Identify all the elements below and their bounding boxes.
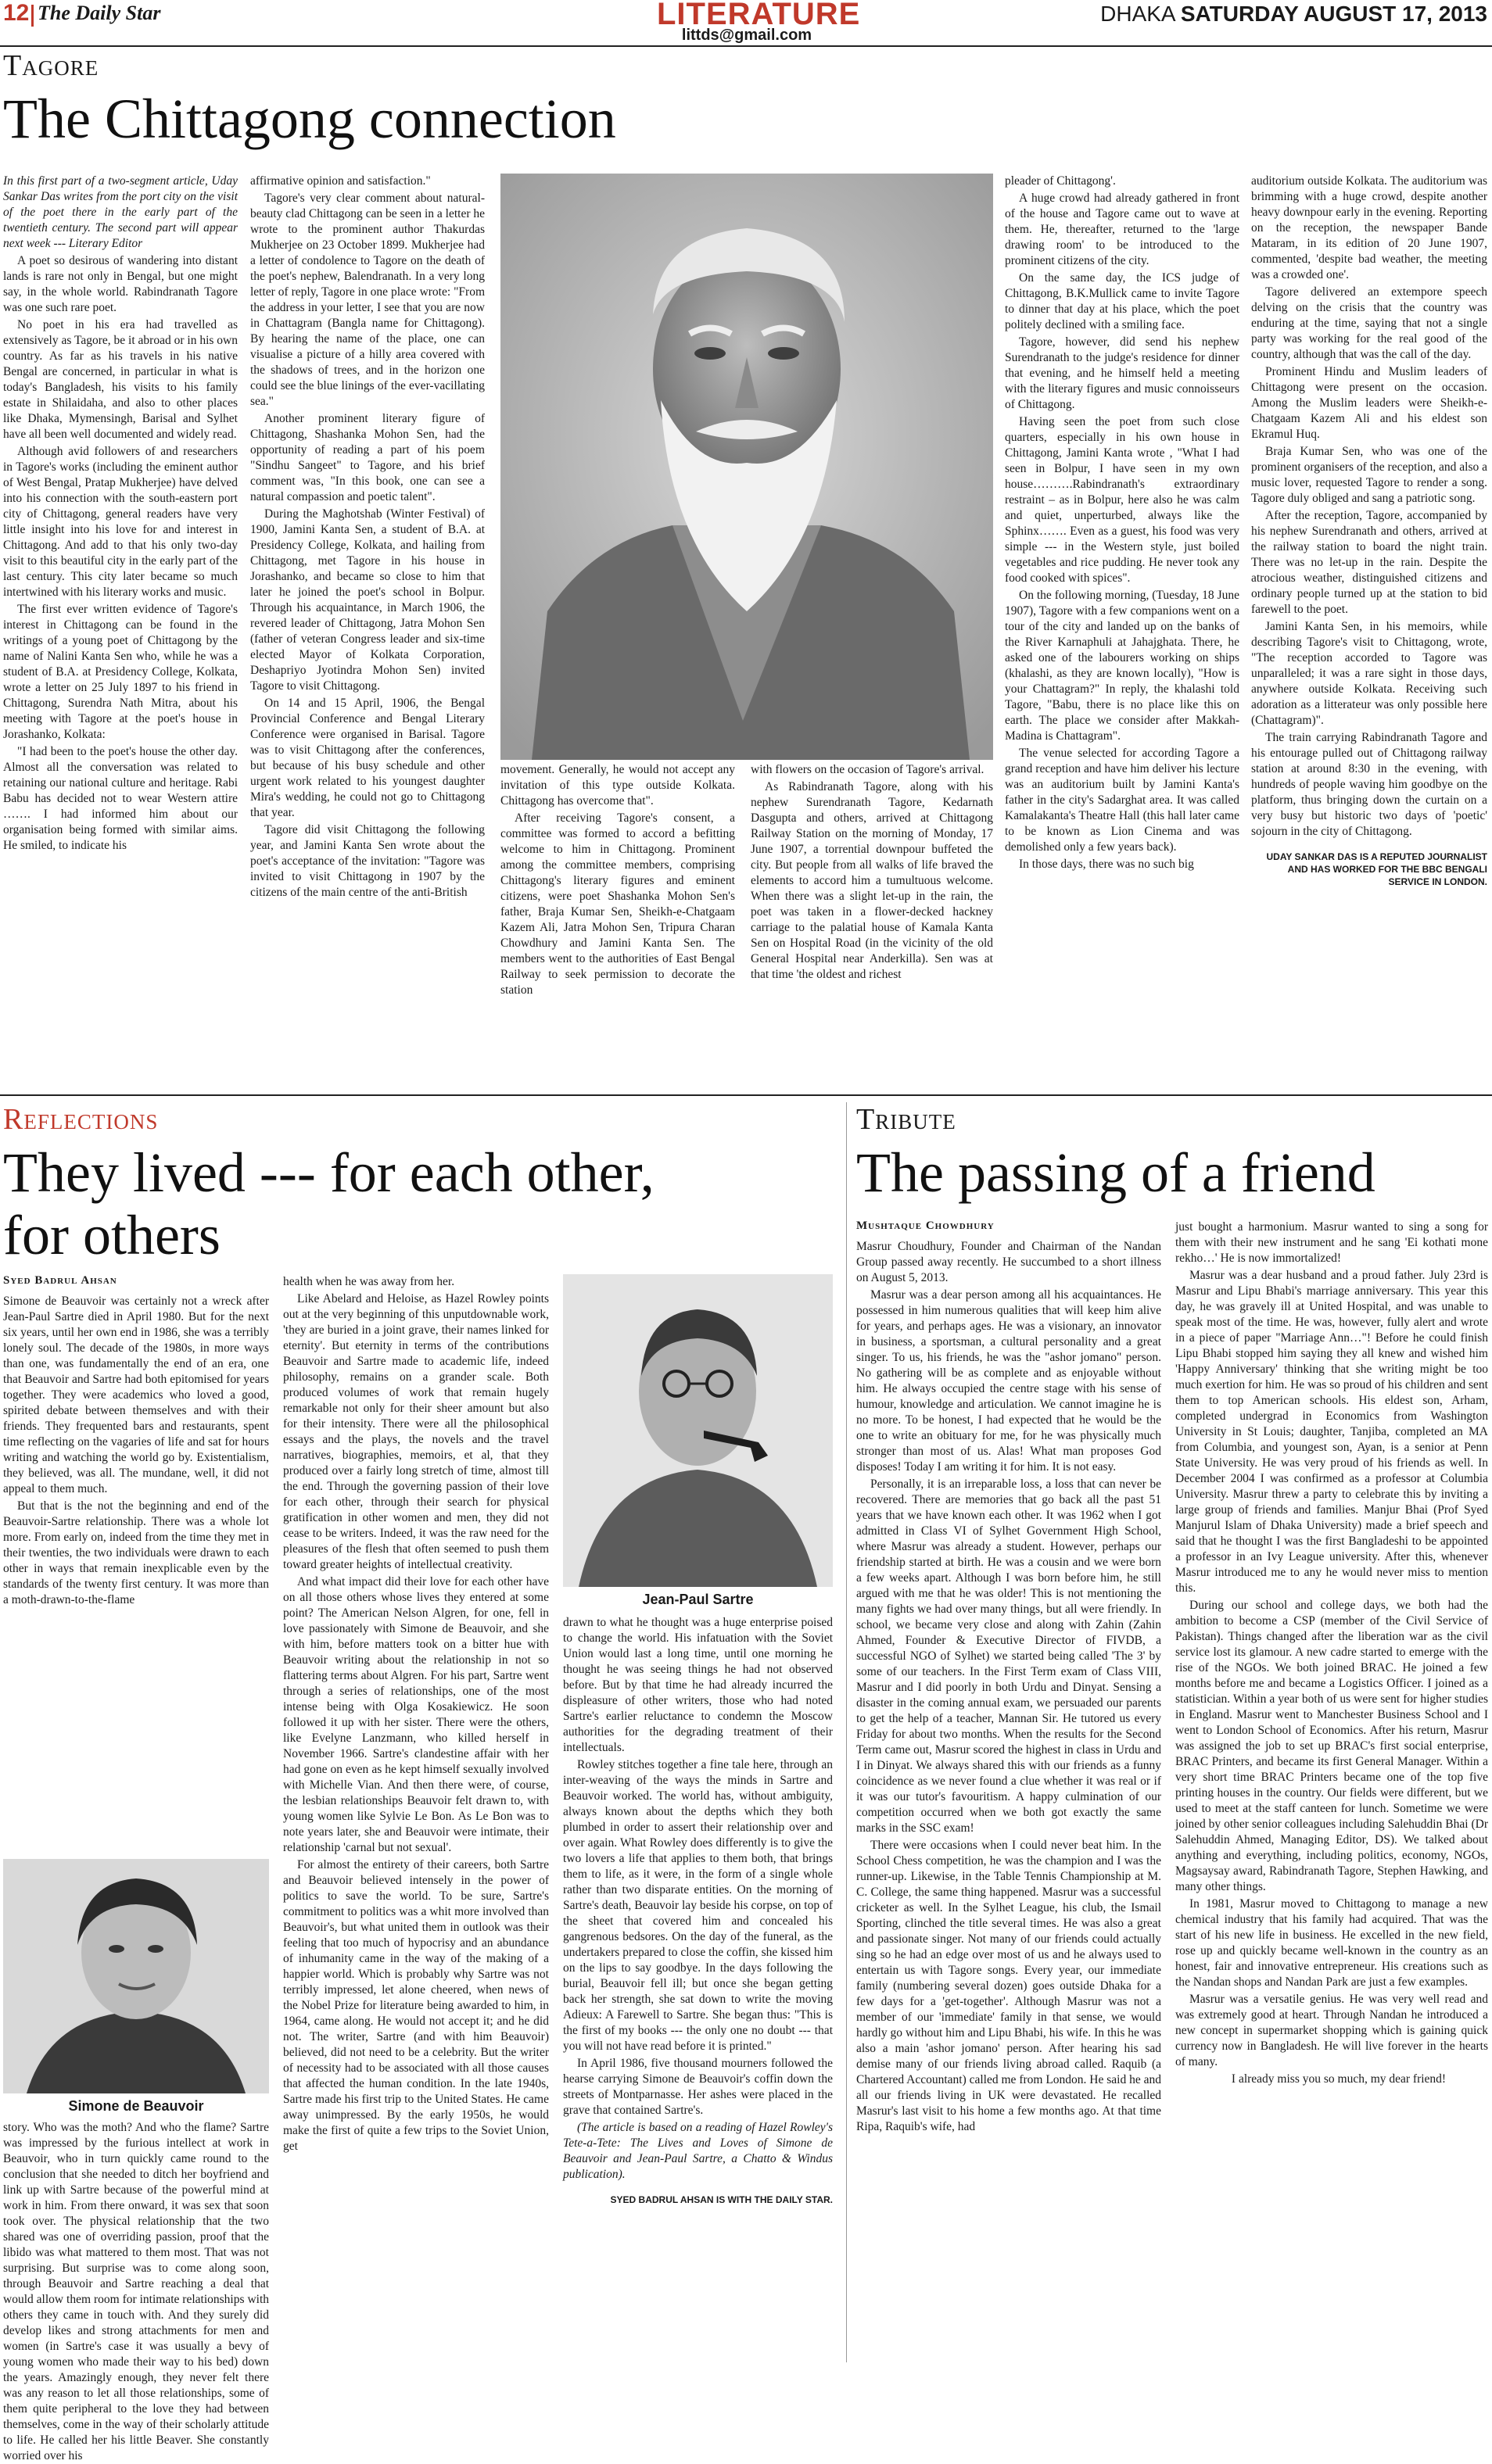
reflections-headline — [3, 1141, 832, 1266]
tagore-portrait-icon — [500, 174, 993, 760]
tagore-intro: In this first part of a two-segment article, Uday Sankar Das writes from the port city on the visit of the poet there in the early part of the twentieth century. The second part will appear next week --- Literary Editor — [3, 174, 238, 250]
paragraph: Tagore's very clear comment about natural-beauty clad Chittagong can be seen in a letter he wrote to the prominent author Thakurdas Mukherjee on 23 October 1899. Mukherjee had a letter of condolence to Tagore on the death of the poet's nephew, Balendranath. In a very long letter of reply, Tagore in one place wrote: "From the address in your letter, I see that you are now in Chattagram (Bangla name for Chittagong). By hearing the name of the place, one can visualise a picture of a hilly area covered with the shadows of trees, and in the horizon one could see the blue linings of the ever-vacillating sea." — [250, 192, 485, 408]
paragraph: Masrur Choudhury, Founder and Chairman of the Nandan Group passed away recently. He succumbed to a short illness on August 5, 2013. — [856, 1240, 1161, 1284]
paragraph: Like Abelard and Heloise, as Hazel Rowley points out at the very beginning of this unputdownable work, 'they are buried in a joint grave, their names linked for eternity'. But eternity in terms of the contributions Beauvoir and Sartre made to academic life, indeed philosophy, remains on a grander scale. Both produced volumes of work that remain hugely remarkable not only for their sheer amount but also for their intensity. There were all the philosophical essays and the plays, the novels and the travel narratives, biographies, memoirs, et al, that they produced over a fairly long stretch of time, almost till the end. Through the governing passion of their love for each other, through their search for physical gratification in other women and men, they did not cease to be writers. Indeed, it was the raw need for the pleasures of the flesh that often seemed to push them toward greater heights of intellectual creativity. — [283, 1292, 549, 1571]
paragraph: After the reception, Tagore, accompanied by his nephew Surendranath and others, arrived at the railway station to board the night train. There was no let-up in the rain. Despite the atrocious weather, distinguished citizens and ordinary people turned up at the station to bid farewell to the poet. — [1251, 509, 1487, 616]
paragraph: During the Maghotshab (Winter Festival) of 1900, Jamini Kanta Sen, a student of B.A. at Presidency College, Kolkata, and hailing from Chittagong, met Tagore in his house in Jorashanko, and became so close to him that later he joined the poet's school in Bolpur. Through his acquaintance, in March 1906, the revered leader of Chittagong, Jatra Mohon Sen (father of veteran Congress leader and six-time elected Mayor of Kolkata Corporation, Deshapriyo Jyotindra Mohon Sen) invited Tagore to visit Chittagong. — [250, 507, 485, 693]
headline-line: for others — [3, 1204, 221, 1266]
paragraph: And what impact did their love for each other have on all those others whose lives they entered at some point? The American Nelson Algren, for one, fell in love passionately with Simone de Beauvoir, and she with him, before matters took on a bitter hue with Beauvoir writing about the relationship in not so flattering terms about Algren. For his part, Sartre went through a series of relationships, one of the most intense being with Olga Kosakiewicz. He soon followed it up with her sister. There were the others, like Evelyne Lanzmann, who killed herself in November 1966. Sartre's clandestine affair with her had gone on even as he kept himself sexually involved with Michelle Vian. And then there were, of course, the lesbian relationships Beauvoir felt drawn to, with young women like Sylvie Le Bon. As Le Bon was to note years later, she and Beauvoir were intimate, their relationship 'carnal but not sexual'. — [283, 1575, 549, 1854]
column-divider — [846, 1102, 847, 2362]
reflections-byline: Syed Badrul Ahsan — [3, 1274, 117, 1287]
tribute-kicker: Tribute — [856, 1103, 956, 1136]
tribute-col-2 — [1175, 1219, 1488, 2362]
paragraph: (The article is based on a reading of Hazel Rowley's Tete-a-Tete: The Lives and Loves of Simone de Beauvoir and Jean-Paul Sartre, a Chatto & Windus publication). — [563, 2121, 833, 2181]
reflections-col-2 — [283, 1274, 549, 2362]
paragraph: Tagore did visit Chittagong the following year, and Jamini Kanta Sen wrote about the poet's acceptance of the invitation: "Tagore was invited to visit Chittagong in 1907 by the citizens of the main centre of the anti-British — [250, 823, 485, 899]
reflections-kicker: Reflections — [3, 1103, 159, 1136]
paragraph: A huge crowd had already gathered in front of the house and Tagore came out to wave at them. He, thereafter, returned to the 'large drawing room' to be introduced to the prominent citizens of the city. — [1005, 192, 1239, 267]
beauvoir-photo — [3, 1859, 269, 2093]
tagore-col-6 — [1251, 174, 1487, 1088]
tagore-signature: UDAY SANKAR DAS IS A REPUTED JOURNALIST AND HAS WORKED FOR THE BBC BENGALI SERVICE IN LONDON. — [1266, 851, 1487, 887]
reflections-col-1b — [3, 2120, 269, 2462]
paragraph: Having seen the poet from such close quarters, especially in his own house in Chittagong, Jamini Kanta wrote , "What I had seen in Bolpur, I have seen in my own house……….Rabindranath's extraordinary restraint – as in Bolpur, here also he was calm and quiet, unperturbed, always like the Sphinx……. Even as a guest, his food was very simple --- in the Western style, just boiled vegetables and rice pudding. He never took any food cooked with spices". — [1005, 415, 1239, 585]
paragraph: I already miss you so much, my dear friend! — [1231, 2072, 1447, 2086]
paragraph: Rowley stitches together a fine tale here, through an inter-weaving of the ways the minds in Sartre and Beauvoir worked. The world has, without ambiguity, always known about the depths which they both plumbed in order to assert their relationship over and over again. What Rowley does differently is to give the two lovers a life that applies to them both, that brings them to life, as it were, in the form of a single whole rather than two disparate entities. On the morning of Sartre's death, Beauvoir lay beside his corpse, on top of the sheet that covered him and concealed his gangrenous bedsores. On the day of the funeral, as the undertakers prepared to close the coffin, she kissed him on the lips to say goodbye. In the days following the burial, Beauvoir fell ill; but once she began getting back her strength, she sat down to write the moving Adieux: A Farewell to Sartre. She began thus: "This is the first of my books --- the only one no doubt --- that you will not have read before it is printed." — [563, 1758, 833, 2053]
paragraph: Personally, it is an irreparable loss, a loss that can never be recovered. There are memories that go back all the past 51 years that we have known each other. It was 1962 when I got admitted in Class VI of Sylhet Government High School, where Masrur was already a student. However, perhaps our friendship started at birth. He was a cousin and we were born a few weeks apart. Although I was born before him, he still argued with me that he was older! This is not mentioning the many fights we had over many things, but all were friendly. In school, we became very close and along with Zahin (Zahin Ahmed, Founder & Executive Director of FIVDB, a successful NGO of Sylhet) we started being called 'The 3' by some of our teachers. In the First Term exam of Class VIII, Masrur and I did poorly in both Urdu and Dinyat. Sensing a disaster in the coming annual exam, we persuaded our parents to get the help of a teacher, Mannan Sir. He tutored us every Friday for about two months. When the results for the Second Term came out, Masrur scored the highest in class in Urdu and I in Dinyat. We always shared this with our friends as a funny coincidence as we never found a clue whether it was real or if it was our tutor's favouritism. A happy culmination of our competition occurred when we both got exactly the same marks in the SSC exam! — [856, 1477, 1161, 1835]
page-number: 12 — [3, 0, 30, 26]
sartre-photo — [563, 1274, 833, 1587]
tagore-kicker: Tagore — [3, 49, 99, 82]
paragraph: The venue selected for according Tagore a grand reception and have him deliver his lecture was an auditorium built by Jamini Kanta's father in the city's Sadarghat area. It was called Kamalakanta's Theatre Hall (this hall later came to be known as Lion Cinema and was demolished only a few years back). — [1005, 747, 1239, 854]
paragraph: As Rabindranath Tagore, along with his nephew Surendranath Tagore, Kedarnath Dasgupta and others, arrived at Chittagong Railway Station on the morning of Monday, 17 June 1907, a torrential downpour buffeted the city. But people from all walks of life braved the elements to accord him a tumultuous welcome. When there was a slight let-up in the rain, the poet was taken in a flower-decked hackney carriage to the palatial house of Kamala Kanta Sen on Hospital Road (in the vicinity of the old General Hospital near Anderkilla). Sen was at that time 'the oldest and richest — [751, 780, 993, 981]
paragraph: affirmative opinion and satisfaction." — [250, 174, 431, 188]
paragraph: In April 1986, five thousand mourners followed the hearse carrying Simone de Beauvoir's coffin down the streets of Montparnasse. Her ashes were placed in the grave that contained Sartre's. — [563, 2057, 833, 2117]
paragraph: Jamini Kanta Sen, in his memoirs, while describing Tagore's visit to Chittagong, wrote, "The reception accorded to Tagore was unparalleled; it was a rare sight in those days, anywhere outside Kolkata. Receiving such adoration as a litterateur was only possible here (Chattagram)". — [1251, 620, 1487, 727]
paragraph: A poet so desirous of wandering into distant lands is rare not only in Bengal, but one might say, in the whole world. Rabindranath Tagore was one such rare poet. — [3, 254, 238, 314]
paragraph: During our school and college days, we both had the ambition to become a CSP (member of the Civil Service of Pakistan). Things changed after the liberation war as the civil service lost its glamour. A new cadre started to emerge with the rise of the NGOs. We both joined BRAC. He joined a few months before me and became a Logistics Officer. I joined as a statistician. Within a year both of us were sent for higher studies in England. Masrur went to Manchester Business School and I went to London School of Economics. After his return, Masrur was assigned the job to set up BRAC's first social enterprise, BRAC Printers, and became its first General Manager. Within a very short time BRAC Printers became one of the top five printing houses in the country. Our fields were different, but we used to meet at the staff canteen for lunch. Sometime we were joined by other senior colleagues including Salehuddin Bhai (Dr Salehuddin Ahmed, Managing Editor, DS). We talked about anything and everything, including politics, economy, NGOs, Magsaysay award, Rabindranath Tagore, Stephen Hawking, and many other things. — [1175, 1599, 1488, 1893]
paragraph: with flowers on the occasion of Tagore's arrival. — [751, 763, 985, 776]
paragraph: In 1981, Masrur moved to Chittagong to manage a new chemical industry that his family had acquired. That was the start of his new life in business. He excelled in the new field, rose up and quickly became well-known in the country as an honest, fair and innovative entrepreneur. His creations such as the Nandan shops and Nandan Park are just a few examples. — [1175, 1897, 1488, 1989]
tagore-headline: The Chittagong connection — [3, 88, 616, 150]
issue-date — [1100, 2, 1487, 27]
masthead-divider — [31, 5, 34, 27]
paragraph: The first ever written evidence of Tagore's interest in Chittagong can be found in the writings of a young poet of Chittagong by the name of Nalini Kanta Sen who, while he was a student of B.A. at Presidency College, Kolkata, wrote a letter on 25 July 1897 to his friend in Chittagong, Surendra Nath Mitra, about his meeting with Tagore at the poet's house in Jorashanko, Kolkata: — [3, 603, 238, 741]
tagore-photo — [500, 174, 993, 760]
paragraph: story. Who was the moth? And who the flame? Sartre was impressed by the furious intellect at work in Beauvoir, who in turn quickly came round to the conclusion that she needed to ditch her boyfriend and link up with Sartre because of the powerful mind at work in him. From there onward, it was sex that soon took over. The physical relationship that the two shared was one of overriding passion, proof that the libido was what mattered to them most. That was not surprising. But surprise was to come along soon, through Beauvoir and Sartre reaching a deal that would allow them room for intimate relationships with others they came in touch with. And they surely did develop likes and strong attachments for men and women (in Sartre's case it was usually a bevy of young women who made their way to his bed) down the years. Amazingly enough, they never felt there was any reason to let all those relationships, some of them quite peripheral to the love they had between themselves, come in the way of their scholarly attitude to life. He called her his little Beaver. She constantly worried over his — [3, 2121, 269, 2462]
issue-city: DHAKA — [1100, 2, 1175, 26]
paragraph: health when he was away from her. — [283, 1275, 455, 1288]
paragraph: After receiving Tagore's consent, a committee was formed to accord a befitting welcome to him in Chittagong. Prominent among the committee members, comprising Chittagong's literary figures and eminent citizens, were poet Shashanka Mohon Sen's father, Braja Kumar Sen, Sheikh-e-Chatgaam Kazem Ali, Jatra Mohon Sen, Tripura Charan Chowdhury and Jamini Kanta Sen. The members went to the authorities of East Bengal Railway to seek permission to decorate the station — [500, 811, 735, 997]
section-title: LITERATURE — [657, 0, 861, 31]
beauvoir-caption: Simone de Beauvoir — [68, 2098, 204, 2114]
paragraph: For almost the entirety of their careers, both Sartre and Beauvoir believed intensely in the power of politics to save the world. To be sure, Sartre's commitment to politics was a whit more involved than Beauvoir's, but what united them in outlook was their feeling that too much of hypocrisy and an abundance of inhumanity came in the way of the making of a happier world. Which is probably why Sartre was not terribly impressed, let alone cheered, when news of the Nobel Prize for literature being awarded to him, in 1964, came along. He would not accept it; and he did not. The writer, Sartre (and with him Beauvoir) believed, did not need to be a celebrity. But the writer of necessity had to be associated with all those causes that affected the human condition. In the late 1940s, Sartre made his first trip to the United States. He came away unimpressed. By the early 1950s, he would make the first of quite a few trips to the Soviet Union, get — [283, 1858, 549, 2153]
tagore-col-1 — [3, 174, 238, 1088]
paragraph: Prominent Hindu and Muslim leaders of Chittagong were present on the occasion. Among the Muslim leaders were Sheikh-e-Chatgaam Kazem Ali and his eldest son Ekramul Huq. — [1251, 365, 1487, 441]
paragraph: just bought a harmonium. Masrur wanted to sing a song for them with their new instrument and he sang 'Ei kothati mone rekho…' He is now immortalized! — [1175, 1220, 1488, 1265]
sartre-caption: Jean-Paul Sartre — [642, 1592, 754, 1607]
reflections-col-3 — [563, 1615, 833, 2362]
issue-date-text: SATURDAY AUGUST 17, 2013 — [1180, 2, 1487, 26]
paragraph: Although avid followers of and researchers in Tagore's works (including the eminent author of West Bengal, Pratap Mukherjee) have delved into his connection with the south-eastern port city of Chittagong, general readers have very little insight into his love for and interest in Chittagong. And add to that his only two-day visit to this beautiful city in the early part of the last century. This city later became so much intertwined with his literary works and music. — [3, 445, 238, 599]
paragraph: On 14 and 15 April, 1906, the Bengal Provincial Conference and Bengal Literary Conference were organised in Barisal. Tagore was to visit Chittagong after the conferences, but because of his busy schedule and other urgent work related to his youngest daughter Mira's wedding, he could not go to Chittagong that year. — [250, 697, 485, 819]
section-email[interactable]: littds@gmail.com — [681, 27, 812, 44]
paragraph: Tagore, however, did send his nephew Surendranath to the judge's residence for dinner that evening, and he himself held a meeting with the literary figures and music connoisseurs of Chittagong. — [1005, 335, 1239, 411]
sartre-portrait-icon — [563, 1274, 833, 1587]
paragraph: Tagore delivered an extempore speech delving on the crisis that the country was enduring at the time, saying that not a single party was working for the real good of the country, although that was the call of the day. — [1251, 285, 1487, 361]
paragraph: On the following morning, (Tuesday, 18 June 1907), Tagore with a few companions went on a tour of the city and landed up on the banks of the River Karnaphuli at Jahajghata. There, he asked one of the labourers working on ships (khalashi, as they are known locally), "How is your Chattagram?" In reply, the khalashi told Tagore, "Babu, there is no place like this on earth. The place we consider after Makkah-Madina is Chattagram". — [1005, 589, 1239, 743]
paragraph: Masrur was a versatile genius. He was very well read and was extremely good at heart. Through Nandan he introduced a new concept in supermarket shopping which is gaining quick currency now in Bangladesh. He will live forever in the hearts of many. — [1175, 1993, 1488, 2068]
headline-line: They lived --- for each other, — [3, 1141, 655, 1204]
tribute-col-1 — [856, 1219, 1161, 2362]
paragraph: auditorium outside Kolkata. The auditorium was brimming with a huge crowd, despite another heavy downpour early in the evening. Reporting on the reception, the newspaper Bande Mataram, in its edition of 20 June 1907, commented, 'despite bad weather, the meeting was a crowded one'. — [1251, 174, 1487, 281]
section-divider — [0, 1094, 1492, 1096]
tribute-headline: The passing of a friend — [856, 1141, 1375, 1204]
paragraph: Simone de Beauvoir was certainly not a wreck after Jean-Paul Sartre died in April 1980. But for the next six years, until her own end in 1986, she was a terribly lonely soul. The decade of the 1980s, in more ways than one, was fundamentally the end of an era, one that Beauvoir and Sartre had both epitomised for years together. They were academics who loved a good, spirited debate between themselves and with their friends. They frequented bars and restaurants, spent time reflecting on the vagaries of life and sat for hours writing and watching the world go by. Existentialism, they believed, was all. The mundane, well, it did not appeal to them much. — [3, 1295, 269, 1495]
paragraph: Braja Kumar Sen, who was one of the prominent organisers of the reception, and also a music lover, requested Tagore to render a song. Tagore duly obliged and sang a patriotic song. — [1251, 445, 1487, 505]
paragraph: "I had been to the poet's house the other day. Almost all the conversation was related to retaining our national culture and heritage. Rabi Babu has decided not to wear Western attire ……. I had informed him about our organisation being formed with similar aims. He smiled, to indicate his — [3, 745, 238, 852]
paragraph: Masrur was a dear husband and a proud father. July 23rd is Masrur and Lipu Bhabi's marriage anniversary. This year this day, he was gravely ill at United Hospital, and was unable to speak most of the time. He was, however, fully alert and wrote in a piece of paper "Marriage Ann…"! Before he could finish Lipu Bhabi stopped him saying they all knew and wished him 'Happy Anniversary' thinking that she writing might be too much exertion for him. He was so proud of his children and sent them to top American schools. His eldest son, Arham, completed undergrad in Economics from Washington University in St Louis; daughter, Tanjiba, completed an MA from Columbia, and youngest son, Ayan, is a senior at Penn State University. He was very proud of his friends as well. In December 2004 I was confirmed as a professor at Columbia University. Masrur threw a party to celebrate this by inviting a large group of friends and families. Manjur Bhai (Prof Syed Manjurul Islam of Dhaka University) made a brief speech and said that he thought I was the first Bangladeshi to be appointed a professor in an Ivy League university. After this, whenever Masrur introduced me to any he would never miss to mention this. — [1175, 1269, 1488, 1595]
paragraph: The train carrying Rabindranath Tagore and his entourage pulled out of Chittagong railway station at around 8:30 in the evening, with hundreds of people waving him goodbye on the platform, thus bringing down the curtain on a very busy but historic two days of 'poetic' sojourn in the city of Chittagong. — [1251, 731, 1487, 838]
paragraph: drawn to what he thought was a huge enterprise poised to change the world. His infatuation with the Soviet Union would last a long time, until one morning he thought he was seeing things he had not observed before. But by that time he had already incurred the displeasure of other writers, those who had noted Sartre's earlier reluctance to condemn the Moscow authorities for the degrading treatment of their intellectuals. — [563, 1616, 833, 1754]
tagore-col-4 — [751, 762, 993, 1091]
paragraph: movement. Generally, he would not accept any invitation of this type outside Kolkata. Chittagong has overcome that". — [500, 763, 735, 808]
tagore-col-2 — [250, 174, 485, 1088]
paragraph: There were occasions when I could never beat him. In the School Chess competition, he was the champion and I was the runner-up. Likewise, in the Table Tennis Championship at M. C. College, the same thing happened. Masrur was a successful cricketer as well. In the Sylhet League, his club, the Ismail Sporting, clinched the title several times. He was also a great and passionate singer. Not many of our friends could actually sing so he had an edge over most of us and he always used to entertain us with Tagore songs. Every year, our immediate family (numbering several dozen) goes outside Dhaka for a few days for a 'get-together'. Although Masrur was not a member of our 'immediate' family in that sense, we would hardly go without him and Lipu Bhabi, his wife. In this he was also a main 'ashor jomano' person. After hearing his sad demise many of our friends living abroad called. Raquib (a Chartered Accountant) called me from London. He said he and all our friends living in UK were devastated. He recalled Masrur's last visit to his home a few months ago. At that time Ripa, Raquib's wife, had — [856, 1839, 1161, 2133]
paragraph: Masrur was a dear person among all his acquaintances. He possessed in him numerous qualities that will keep him alive for years, and perhaps ages. He was a visionary, an innovator in business, a sportsman, a cultural personality and a great singer. To us, his friends, he was the "ashor jomano" person. No gathering will be as complete and as enjoyable without him. He always occupied the centre stage with his sense of humour, knowledge and articulation. We cannot imagine he is no more. To be honest, I had expected that he would be the one to write an obituary for me, for he was physically much stronger than most of us. Alas! What man proposes God disposes! Today I am writing it for him. It is not easy. — [856, 1288, 1161, 1474]
reflections-signature: SYED BADRUL AHSAN IS WITH THE DAILY STAR. — [610, 2194, 833, 2205]
paragraph: In those days, there was no such big — [1019, 858, 1194, 871]
tagore-col-5 — [1005, 174, 1239, 1088]
tribute-byline: Mushtaque Chowdhury — [856, 1219, 995, 1232]
paper-name: The Daily Star — [38, 2, 161, 24]
paragraph: Another prominent literary figure of Chittagong, Shashanka Mohon Sen, had the opportunity of reading a part of his poem "Sindhu Sangeet" to Tagore, and his brief comment was, "In this book, one can see a natural compassion and poetic talent". — [250, 412, 485, 503]
paragraph: No poet in his era had travelled as extensively as Tagore, be it abroad or in his own country. As far as his travels in his native Bengal are concerned, in particular in what is today's Bangladesh, his visits to his family estate in Shilaidaha, and also to other places like Dhaka, Mymensingh, Barisal and Sylhet have all been well documented and widely read. — [3, 318, 238, 441]
masthead — [0, 0, 1492, 47]
paragraph: pleader of Chittagong'. — [1005, 174, 1116, 188]
reflections-col-1 — [3, 1274, 269, 1853]
paragraph: On the same day, the ICS judge of Chittagong, B.K.Mullick came to invite Tagore to dinner that day at his place, which the poet politely declined with a smiling face. — [1005, 271, 1239, 331]
paragraph: But that is the not the beginning and end of the Beauvoir-Sartre relationship. There was a whole lot more. From early on, indeed from the time they met in their twenties, the two individuals were drawn to each other in ways that remain inexplicable even by the standards of the twenty first century. It was more than a moth-drawn-to-the-flame — [3, 1499, 269, 1606]
beauvoir-portrait-icon — [3, 1859, 269, 2093]
tagore-col-3 — [500, 762, 735, 1091]
